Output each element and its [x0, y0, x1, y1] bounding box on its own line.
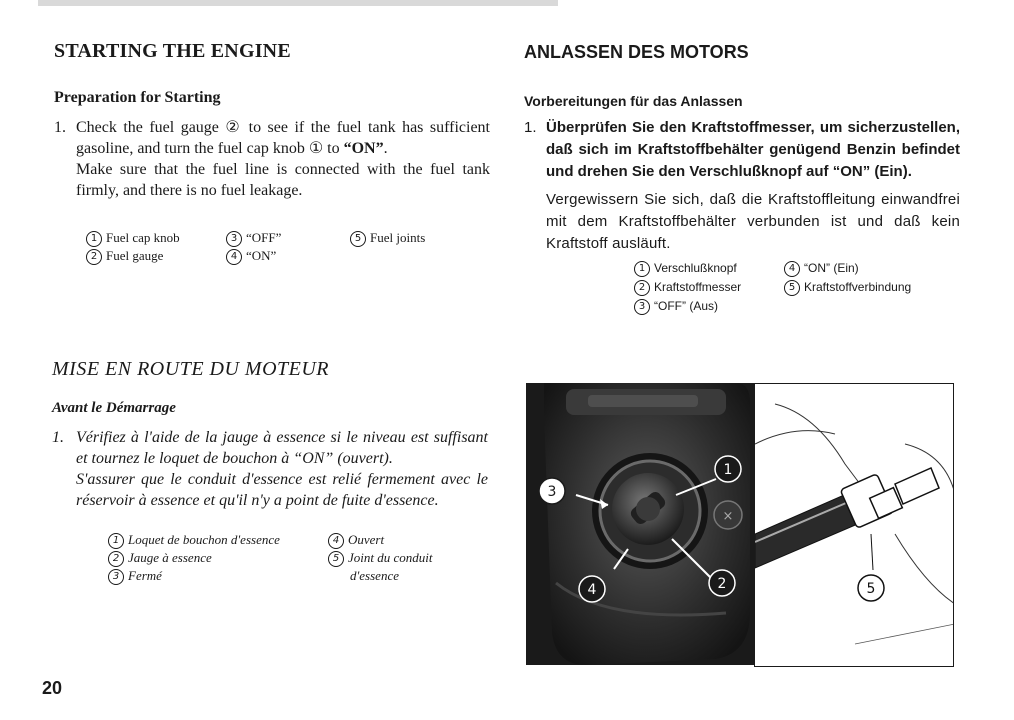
english-step-note: Make sure that the fuel line is connected with the fuel tank firmly, and there is no fuel leakage. [76, 161, 490, 199]
callout-3-icon [539, 478, 565, 504]
legend-item: 4 “ON” (Ein) [784, 259, 954, 278]
legend-item: 2 Jauge à essence [108, 549, 328, 567]
french-legend [108, 531, 488, 585]
legend-item: 3 “OFF” [226, 229, 350, 247]
german-title: ANLASSEN DES MOTORS [524, 42, 749, 62]
english-legend [86, 229, 490, 265]
french-step-1 [52, 427, 488, 511]
legend-item: 2 Fuel gauge [86, 247, 226, 265]
svg-text:×: × [722, 509, 734, 524]
french-title: MISE EN ROUTE DU MOTEUR [52, 358, 330, 380]
german-legend [634, 259, 960, 316]
french-step-note: S'assurer que le conduit d'essence est relié fermement avec le réservoir à essence et qu'il n'y a point de fuite d'essence. [76, 471, 488, 509]
legend-item: 1 Fuel cap knob [86, 229, 226, 247]
english-section [54, 36, 490, 265]
english-step-number: 1. [54, 119, 66, 136]
legend-item: 2 Kraftstoffmesser [634, 278, 784, 297]
page-top-mark [38, 0, 558, 6]
english-step-text: Check the fuel gauge ② to see if the fuel tank has sufficient gasoline, and turn the fuel cap knob ① to “ON”. [76, 119, 490, 157]
german-section [524, 36, 960, 316]
legend-item: 1 Verschlußknopf [634, 259, 784, 278]
legend-item: 5 Joint du conduit [328, 549, 488, 567]
german-step-1 [524, 117, 960, 183]
english-step-1 [54, 117, 490, 201]
svg-text:3: 3 [547, 484, 557, 500]
legend-item: 4 “ON” [226, 247, 350, 265]
legend-item: 5 Fuel joints [350, 229, 470, 247]
callout-2-icon [709, 570, 735, 596]
callout-4-icon [579, 576, 605, 602]
english-title: STARTING THE ENGINE [54, 40, 291, 62]
fuel-joint-drawing [754, 383, 954, 667]
svg-text:2: 2 [717, 576, 727, 592]
legend-item: 4 Ouvert [328, 531, 488, 549]
german-step-text: Überprüfen Sie den Kraftstoffmesser, um sicherzustellen, daß sich im Kraftstoffbehälter genügend Benzin befindet und drehen Sie den Verschlußknopf auf “ON” (Ein). [546, 119, 960, 180]
german-subtitle: Vorbereitungen für das Anlassen [524, 93, 743, 109]
callout-1-icon [715, 456, 741, 482]
fuel-tank-photo [526, 383, 754, 665]
german-step-note: Vergewissern Sie sich, daß die Kraftstoffleitung einwandfrei mit dem Kraftstoffbehälter verbunden ist und daß kein Kraftstoff ausläuft. [546, 191, 960, 252]
french-step-number: 1. [52, 429, 64, 446]
french-step-text: Vérifiez à l'aide de la jauge à essence si le niveau est suffisant et tournez le loquet de bouchon à “ON” (ouvert). [76, 429, 488, 467]
svg-text:4: 4 [587, 582, 597, 598]
french-section [52, 400, 488, 585]
german-step-number: 1. [524, 119, 537, 136]
legend-item: d'essence [350, 568, 399, 583]
svg-text:1: 1 [723, 462, 733, 478]
legend-item: 3 “OFF” (Aus) [634, 297, 784, 316]
legend-item: 3 Fermé [108, 567, 328, 585]
svg-text:5: 5 [866, 581, 876, 597]
french-subtitle: Avant le Démarrage [52, 400, 176, 416]
english-subtitle: Preparation for Starting [54, 89, 221, 106]
page-number: 20 [42, 678, 63, 698]
callout-5-icon [858, 575, 884, 601]
legend-item: 1 Loquet de bouchon d'essence [108, 531, 328, 549]
legend-item: 5 Kraftstoffverbindung [784, 278, 954, 297]
